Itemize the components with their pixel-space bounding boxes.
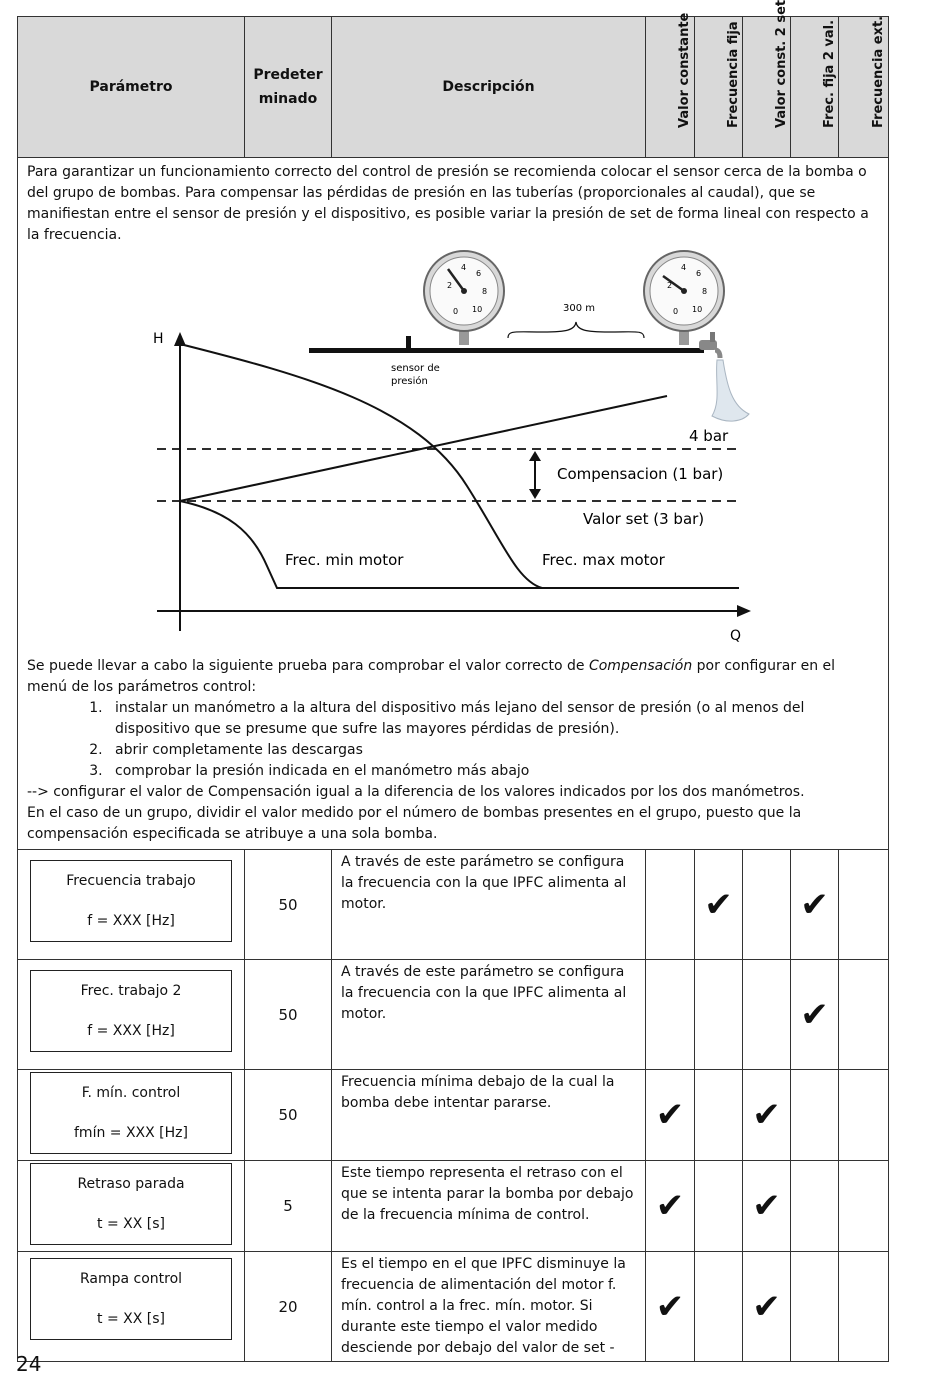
table-row bbox=[18, 1161, 889, 1252]
mode-check bbox=[839, 960, 889, 1070]
arrow-down bbox=[529, 489, 541, 499]
mode-check bbox=[791, 1252, 839, 1362]
mode-check: ✔ bbox=[743, 1161, 791, 1252]
default-value: 50 bbox=[245, 850, 332, 960]
param-name: Rampa control bbox=[79, 1271, 183, 1287]
axis-label-q: Q bbox=[730, 628, 742, 644]
param-description: Este tiempo representa el retraso con el que se intenta parar la bomba por debajo de la frecuencia mínima de control. bbox=[332, 1161, 646, 1252]
param-value: f = XXX [Hz] bbox=[87, 913, 175, 929]
gauge-1-tick-3: 6 bbox=[476, 269, 482, 278]
mode-check bbox=[839, 850, 889, 960]
gauge-1-tick-4: 8 bbox=[482, 287, 488, 296]
sensor bbox=[406, 336, 411, 348]
gauge-2-tick-2: 4 bbox=[681, 263, 687, 272]
gauge-1-tick-5: 10 bbox=[472, 305, 483, 314]
page-number: 24 bbox=[16, 1352, 42, 1376]
param-value: fmín = XXX [Hz] bbox=[74, 1125, 188, 1141]
param-name: Retraso parada bbox=[77, 1176, 185, 1192]
water-splash-icon bbox=[712, 360, 749, 421]
header-mode-5: Frecuencia ext. bbox=[839, 17, 889, 158]
arrow-up bbox=[529, 451, 541, 461]
param-value: t = XX [s] bbox=[97, 1216, 165, 1232]
param-value: t = XX [s] bbox=[97, 1311, 165, 1327]
gauge-1-tick-2: 4 bbox=[461, 263, 467, 272]
mode-check bbox=[646, 960, 695, 1070]
mode-check: ✔ bbox=[646, 1252, 695, 1362]
label-max-motor: Frec. max motor bbox=[542, 551, 665, 569]
curve-min-motor bbox=[180, 501, 542, 588]
gauge-2-tick-4: 8 bbox=[702, 287, 708, 296]
mode-check bbox=[743, 850, 791, 960]
table-row bbox=[18, 850, 889, 960]
faucet-icon bbox=[699, 332, 720, 358]
test-step-2: 2. abrir completamente las descargas bbox=[107, 740, 879, 761]
param-description: A través de este parámetro se configura la frecuencia con la que IPFC alimenta al motor. bbox=[332, 850, 646, 960]
gauge-1-tick-0: 0 bbox=[453, 307, 459, 316]
default-value: 50 bbox=[245, 1070, 332, 1161]
mode-check: ✔ bbox=[743, 1070, 791, 1161]
mode-check bbox=[646, 850, 695, 960]
mode-check: ✔ bbox=[791, 960, 839, 1070]
gauge-2-tick-0: 0 bbox=[673, 307, 679, 316]
default-value: 5 bbox=[245, 1161, 332, 1252]
mode-check bbox=[791, 1070, 839, 1161]
param-display bbox=[30, 970, 232, 1052]
table-row bbox=[18, 1070, 889, 1161]
default-value: 20 bbox=[245, 1252, 332, 1362]
header-param: Parámetro bbox=[18, 17, 245, 158]
header-mode-1: Valor constante bbox=[646, 17, 695, 158]
param-description: Es el tiempo en el que IPFC disminuye la frecuencia de alimentación del motor f. mín. control a la frec. mín. motor. Si durante este tiempo el valor medido desciende por debajo del valor de set - bbox=[332, 1252, 646, 1362]
gauge-2-tick-3: 6 bbox=[696, 269, 702, 278]
mode-check bbox=[839, 1070, 889, 1161]
axis-label-h: H bbox=[153, 331, 164, 347]
gauge-2-tick-5: 10 bbox=[692, 305, 703, 314]
table-row bbox=[18, 960, 889, 1070]
mode-check: ✔ bbox=[646, 1161, 695, 1252]
label-min-motor: Frec. min motor bbox=[285, 551, 404, 569]
param-value: f = XXX [Hz] bbox=[87, 1023, 175, 1039]
param-display bbox=[30, 1163, 232, 1245]
param-display bbox=[30, 1072, 232, 1154]
mode-check bbox=[839, 1161, 889, 1252]
mode-check: ✔ bbox=[695, 850, 743, 960]
q-axis-arrow bbox=[737, 605, 751, 617]
test-step-3: 3. comprobar la presión indicada en el manómetro más abajo bbox=[107, 761, 879, 782]
test-conclusion: --> configurar el valor de Compensación igual a la diferencia de los valores indicados por los dos manómetros. bbox=[27, 784, 805, 800]
label-4bar: 4 bar bbox=[689, 427, 729, 445]
test-steps bbox=[27, 698, 879, 782]
group-note: En el caso de un grupo, dividir el valor medido por el número de bombas presentes en el grupo, puesto que la compensación especificada se atribuye a una sola bomba. bbox=[27, 805, 802, 842]
pressure-gauge-2 bbox=[644, 251, 724, 345]
mode-check bbox=[695, 1252, 743, 1362]
parameter-table bbox=[17, 0, 889, 1362]
param-display bbox=[30, 860, 232, 942]
label-set: Valor set (3 bar) bbox=[583, 510, 705, 528]
pressure-diagram bbox=[27, 246, 879, 656]
param-display bbox=[30, 1258, 232, 1340]
distance-brace bbox=[508, 322, 644, 338]
mode-check: ✔ bbox=[743, 1252, 791, 1362]
pressure-curve-diagram bbox=[27, 246, 878, 656]
header-default: Predeter minado bbox=[245, 17, 332, 158]
sensor-label-2: presión bbox=[391, 376, 428, 387]
table-row bbox=[18, 1252, 889, 1362]
header-mode-3: Valor const. 2 set bbox=[743, 17, 791, 158]
h-axis-arrow bbox=[174, 332, 186, 346]
gauge-2-tick-1: 2 bbox=[667, 281, 673, 290]
mode-check: ✔ bbox=[646, 1070, 695, 1161]
intro-text: Para garantizar un funcionamiento correcto del control de presión se recomienda colocar el sensor cerca de la bomba o del grupo de bombas. Para compensar las pérdidas de presión en las tuberías (proporcionales al caudal), que se manifiestan entre el sensor de presión y el dispositivo, es posible variar la presión de set de forma lineal con respecto a la frecuencia. bbox=[27, 164, 869, 243]
pressure-gauge-1 bbox=[424, 251, 504, 345]
mode-check bbox=[695, 1161, 743, 1252]
header-mode-4: Frec. fija 2 val. bbox=[791, 17, 839, 158]
default-value: 50 bbox=[245, 960, 332, 1070]
mode-check: ✔ bbox=[791, 850, 839, 960]
param-name: Frec. trabajo 2 bbox=[80, 983, 182, 999]
test-step-1: 1. instalar un manómetro a la altura del dispositivo más lejano del sensor de presión (o al menos del dispositivo que se presume que sufre las mayores pérdidas de presión). bbox=[107, 698, 879, 740]
mode-check bbox=[695, 1070, 743, 1161]
mode-check bbox=[839, 1252, 889, 1362]
header-mode-2: Frecuencia fija bbox=[695, 17, 743, 158]
header-description: Descripción bbox=[332, 17, 646, 158]
mode-check bbox=[695, 960, 743, 1070]
compensation-section bbox=[18, 158, 889, 850]
param-description: Frecuencia mínima debajo de la cual la bomba debe intentar pararse. bbox=[332, 1070, 646, 1161]
label-compensation: Compensacion (1 bar) bbox=[557, 465, 724, 483]
param-description: A través de este parámetro se configura la frecuencia con la que IPFC alimenta al motor. bbox=[332, 960, 646, 1070]
mode-check bbox=[743, 960, 791, 1070]
param-name: Frecuencia trabajo bbox=[66, 873, 196, 889]
mode-check bbox=[791, 1161, 839, 1252]
test-intro: Se puede llevar a cabo la siguiente prueba para comprobar el valor correcto de Compensación por configurar en el menú de los parámetros control: bbox=[27, 658, 836, 695]
pipe bbox=[309, 348, 704, 353]
param-name: F. mín. control bbox=[81, 1085, 181, 1101]
sensor-label-1: sensor de bbox=[391, 363, 440, 374]
gauge-1-tick-1: 2 bbox=[447, 281, 453, 290]
distance-label: 300 m bbox=[563, 303, 596, 314]
